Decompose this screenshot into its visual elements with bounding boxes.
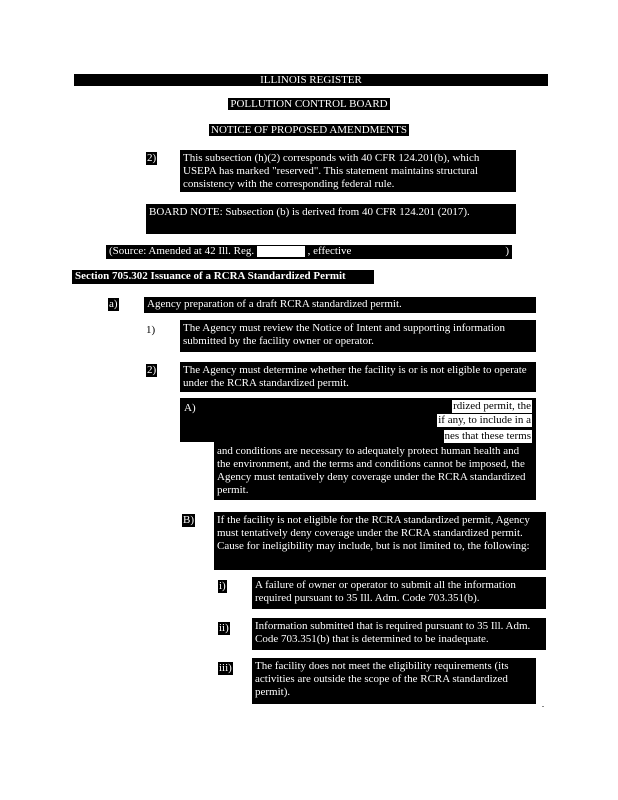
item-i-text: A failure of owner or operator to submit all the information required pursuant to 35 Ill. Adm. Code 703.351(b). [252, 577, 546, 609]
source-blank-1 [257, 246, 305, 257]
para-A-text: nes that these terms and conditions are necessary to adequately protect human health and the environment, and the terms and conditions cannot be imposed, the Agency must tentatively deny coverage under the RCRA standardized permit. [214, 430, 536, 500]
source-text-c: ) [505, 245, 509, 257]
para-a2-text: The Agency must determine whether the facility is or is not eligible to operate under the RCRA standardized permit. [180, 362, 536, 392]
section-heading: Section 705.302 Issuance of a RCRA Standardized Permit [72, 270, 374, 284]
register-title: ILLINOIS REGISTER [260, 74, 362, 86]
item-iii-text: The facility does not meet the eligibility requirements (its activities are outside the scope of the RCRA standardized permit). [252, 658, 536, 704]
para-A-label: A) [184, 402, 196, 414]
source-line [106, 245, 512, 259]
para-a1-label: 1) [146, 324, 156, 336]
para-A-frag3: nes that these terms [444, 430, 531, 442]
board-title: POLLUTION CONTROL BOARD [230, 98, 388, 110]
para-A-frag2: if any, to include in a [438, 414, 531, 426]
source-text-a: (Source: Amended at 42 Ill. Reg. [109, 245, 255, 257]
para-a1-text: The Agency must review the Notice of Intent and supporting information submitted by the facility owner or operator. [180, 320, 536, 352]
scan-speck [542, 706, 544, 707]
para-A-frag1: rdized permit, the [453, 400, 531, 412]
para-a2-label: 2) [147, 364, 157, 376]
para-B-text: If the facility is not eligible for the RCRA standardized permit, Agency must tentatively deny coverage under the RCRA standardized permit. Cause for ineligibility may include, but is not limited to, the following: [214, 512, 546, 570]
board-note: BOARD NOTE: Subsection (b) is derived from 40 CFR 124.201 (2017). [146, 204, 516, 234]
register-banner [74, 74, 548, 86]
item-ii-text: Information submitted that is required pursuant to 35 Ill. Adm. Code 703.351(b) that is determined to be inadequate. [252, 618, 546, 650]
para-h2-text: This subsection (h)(2) corresponds with 40 CFR 124.201(b), which USEPA has marked "reserved". This statement maintains structural consistency with the corresponding federal rule. [180, 150, 516, 192]
notice-title: NOTICE OF PROPOSED AMENDMENTS [211, 124, 407, 136]
item-i-label: i) [219, 580, 226, 592]
para-a-text: Agency preparation of a draft RCRA standardized permit. [144, 297, 536, 313]
para-B-label: B) [183, 514, 194, 526]
item-ii-label: ii) [219, 622, 229, 634]
source-text-b: , effective [307, 245, 352, 257]
para-h2-label: 2) [147, 152, 157, 164]
para-a-label: a) [109, 298, 118, 310]
item-iii-label: iii) [219, 662, 232, 674]
